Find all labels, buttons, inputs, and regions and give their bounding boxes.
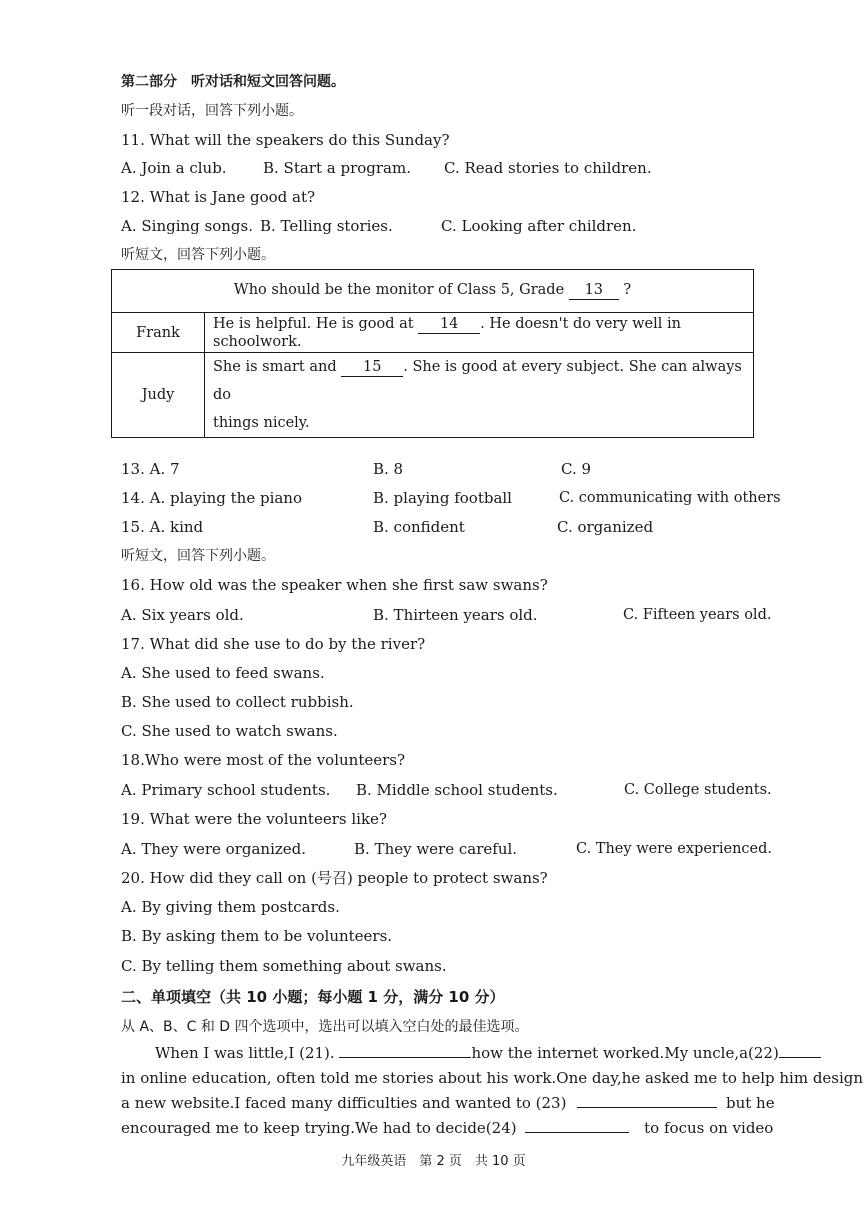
table-name-frank: Frank (112, 313, 205, 353)
option-12b: B. Telling stories. (260, 217, 393, 235)
option-14a: 14. A. playing the piano (121, 489, 303, 507)
question-12: 12. What is Jane good at? (121, 188, 316, 206)
cloze-line-3 (121, 1093, 775, 1113)
option-16c: C. Fifteen years old. (623, 607, 772, 623)
question-11: 11. What will the speakers do this Sunday? (121, 131, 450, 149)
table-name-judy: Judy (112, 353, 205, 438)
option-18a: A. Primary school students. (121, 781, 331, 799)
question-19: 19. What were the volunteers like? (121, 810, 387, 828)
info-table (111, 269, 754, 438)
blank-15: 15 (341, 359, 403, 377)
option-13c: C. 9 (561, 460, 592, 478)
frank-text-1: He is helpful. He is good at (213, 315, 414, 332)
blank-14: 14 (418, 316, 480, 334)
option-20b: B. By asking them to be volunteers. (121, 927, 393, 945)
table-header-text: Who should be the monitor of Class 5, Grade (233, 282, 565, 298)
option-15c: C. organized (557, 518, 654, 536)
judy-text-2: . She is good at every subject. She can always do (213, 359, 742, 403)
option-16a: A. Six years old. (121, 606, 244, 624)
option-11b: B. Start a program. (263, 159, 411, 177)
option-16b: B. Thirteen years old. (373, 606, 538, 624)
option-11a: A. Join a club. (121, 159, 227, 177)
section-title-part2: 第二部分 听对话和短文回答问题。 (121, 74, 345, 90)
option-15a: 15. A. kind (121, 518, 204, 536)
option-20a: A. By giving them postcards. (121, 898, 340, 916)
cloze-text-3b: but he (726, 1094, 775, 1112)
table-desc-judy (205, 353, 754, 438)
cloze-line-1 (155, 1043, 821, 1063)
option-17b: B. She used to collect rubbish. (121, 693, 354, 711)
option-12a: A. Singing songs. (121, 217, 253, 235)
option-11c: C. Read stories to children. (444, 159, 652, 177)
passage-instruction-2: 听短文，回答下列小题。 (121, 548, 275, 564)
cloze-text-4a: encouraged me to keep trying.We had to decide(24) (121, 1119, 517, 1137)
option-14b: B. playing football (373, 489, 512, 507)
question-17: 17. What did she use to do by the river? (121, 635, 426, 653)
blank-13: 13 (569, 282, 619, 300)
cloze-text-3a: a new website.I faced many difficulties and wanted to (23) (121, 1094, 567, 1112)
cloze-text-4b: to focus on video (644, 1119, 774, 1137)
option-12c: C. Looking after children. (441, 217, 637, 235)
question-16: 16. How old was the speaker when she first saw swans? (121, 576, 548, 594)
section2-instruction: 从 A、B、C 和 D 四个选项中，选出可以填入空白处的最佳选项。 (121, 1019, 529, 1035)
option-20c: C. By telling them something about swans. (121, 957, 447, 975)
table-header (112, 270, 754, 313)
option-18b: B. Middle school students. (356, 781, 558, 799)
section-title-2: 二、单项填空（共 10 小题；每小题 1 分，满分 10 分） (121, 988, 505, 1006)
blank-24 (525, 1132, 629, 1133)
blank-22 (779, 1057, 821, 1058)
option-14c: C. communicating with others (559, 490, 781, 506)
judy-text-1: She is smart and (213, 359, 337, 375)
option-17c: C. She used to watch swans. (121, 722, 338, 740)
question-20: 20. How did they call on (号召) people to protect swans? (121, 869, 548, 887)
option-15b: B. confident (373, 518, 465, 536)
option-19b: B. They were careful. (354, 840, 518, 858)
table-desc-frank (205, 313, 754, 353)
cloze-line-2: in online education, often told me stories about his work.One day,he asked me to help him design (121, 1069, 864, 1087)
page-footer: 九年级英语 第 2 页 共 10 页 (341, 1154, 526, 1169)
option-18c: C. College students. (624, 782, 772, 798)
passage-instruction-1: 听短文，回答下列小题。 (121, 247, 275, 263)
blank-23 (577, 1107, 717, 1108)
option-19a: A. They were organized. (121, 840, 307, 858)
blank-21 (339, 1057, 471, 1058)
cloze-text-1b: how the internet worked.My uncle,a(22) (471, 1044, 779, 1062)
option-19c: C. They were experienced. (576, 841, 773, 857)
option-13a: 13. A. 7 (121, 460, 180, 478)
judy-text-3: things nicely. (213, 415, 310, 431)
cloze-line-4 (121, 1118, 773, 1138)
table-header-end: ? (623, 282, 632, 298)
question-18: 18.Who were most of the volunteers? (121, 751, 406, 769)
option-17a: A. She used to feed swans. (121, 664, 325, 682)
frank-text-2: . He doesn't do very well in schoolwork. (213, 315, 681, 350)
cloze-text-1a: When I was little,I (21). (155, 1044, 335, 1062)
dialogue-instruction: 听一段对话，回答下列小题。 (121, 103, 303, 119)
option-13b: B. 8 (373, 460, 404, 478)
